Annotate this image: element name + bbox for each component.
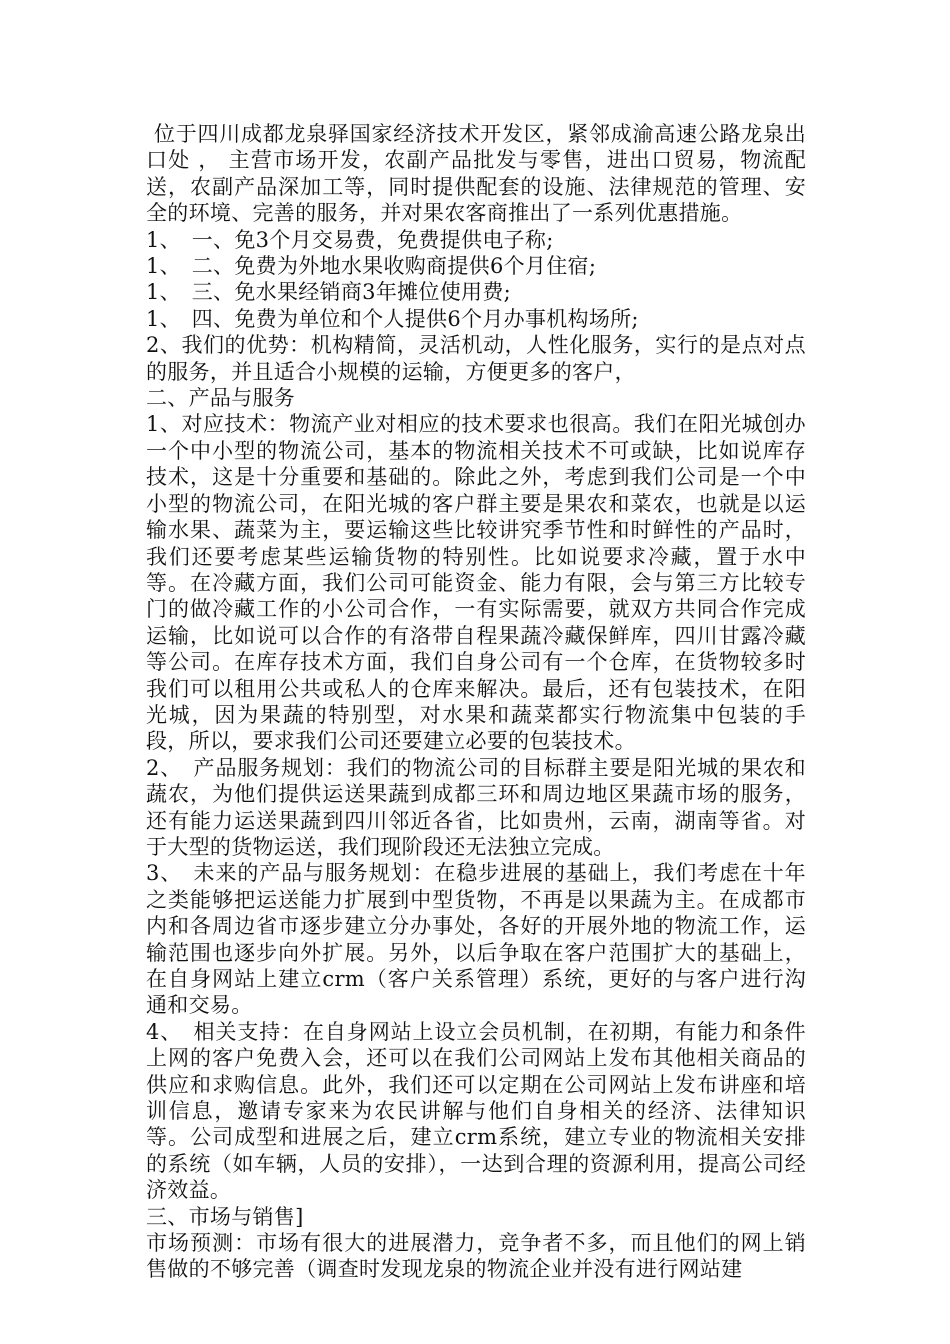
document-body xyxy=(146,121,806,1283)
section-heading-products: 二、产品与服务 xyxy=(146,386,296,411)
benefit-item-2: 1、 二、免费为外地水果收购商提供6个月住宿; xyxy=(146,254,597,279)
service-plan-paragraph: 2、 产品服务规划：我们的物流公司的目标群主要是阳光城的果农和蔬农，为他们提供运送果蔬到成都三环和周边地区果蔬市场的服务，还有能力运送果蔬到四川邻近各省，比如贵州，云南，湖南等省。对于大型的货物运送，我们现阶段还无法独立完成。 xyxy=(146,755,806,859)
support-paragraph: 4、 相关支持：在自身网站上设立会员机制，在初期，有能力和条件上网的客户免费入会，还可以在我们公司网站上发布其他相关商品的供应和求购信息。此外，我们还可以定期在公司网站上发布讲座和培训信息，邀请专家来为农民讲解与他们自身相关的经济、法律知识等。公司成型和进展之后，建立crm系统，建立专业的物流相关安排的系统（如车辆，人员的安排），一达到合理的资源利用，提高公司经济效益。 xyxy=(146,1019,806,1203)
benefit-item-4: 1、 四、免费为单位和个人提供6个月办事机构场所; xyxy=(146,306,639,331)
future-plan-paragraph: 3、 未来的产品与服务规划：在稳步进展的基础上，我们考虑在十年之类能够把运送能力扩展到中型货物，不再是以果蔬为主。在成都市内和各周边省市逐步建立分办事处，各好的开展外地的物流工作，运输范围也逐步向外扩展。另外，以后争取在客户范围扩大的基础上，在自身网站上建立crm（客户关系管理）系统，更好的与客户进行沟通和交易。 xyxy=(146,861,806,1018)
intro-paragraph: 位于四川成都龙泉驿国家经济技术开发区，紧邻成渝高速公路龙泉出口处 ， 主营市场开发，农副产品批发与零售，进出口贸易，物流配送，农副产品深加工等，同时提供配套的设施、法律规范的管理、安全的环境、完善的服务，并对果农客商推出了一系列优惠措施。 xyxy=(146,122,806,226)
advantage-paragraph: 2、我们的优势：机构精简，灵活机动，人性化服务，实行的是点对点的服务，并且适合小规模的运输，方便更多的客户， xyxy=(146,333,806,384)
section-heading-market: 三、市场与销售] xyxy=(146,1204,304,1229)
benefit-item-1: 1、 一、免3个月交易费，免费提供电子称; xyxy=(146,227,554,252)
technology-paragraph: 1、对应技术：物流产业对相应的技术要求也很高。我们在阳光城创办一个中小型的物流公司，基本的物流相关技术不可或缺，比如说库存技术，这是十分重要和基础的。除此之外，考虑到我们公司是一个中小型的物流公司，在阳光城的客户群主要是果农和菜农，也就是以运输水果、蔬菜为主，要运输这些比较讲究季节性和时鲜性的产品时，我们还要考虑某些运输货物的特别性。比如说要求冷藏，置于水中等。在冷藏方面，我们公司可能资金、能力有限，会与第三方比较专门的做冷藏工作的小公司合作，一有实际需要，就双方共同合作完成运输，比如说可以合作的有洛带自程果蔬冷藏保鲜库，四川甘露冷藏等公司。在库存技术方面，我们自身公司有一个仓库，在货物较多时我们可以租用公共或私人的仓库来解决。最后，还有包装技术，在阳光城，因为果蔬的特别型，对水果和蔬菜都实行物流集中包装的手段，所以，要求我们公司还要建立必要的包装技术。 xyxy=(146,412,806,754)
benefit-item-3: 1、 三、免水果经销商3年摊位使用费; xyxy=(146,280,511,305)
market-forecast-paragraph: 市场预测：市场有很大的进展潜力，竞争者不多，而且他们的网上销售做的不够完善（调查时发现龙泉的物流企业并没有进行网站建 xyxy=(146,1231,806,1282)
